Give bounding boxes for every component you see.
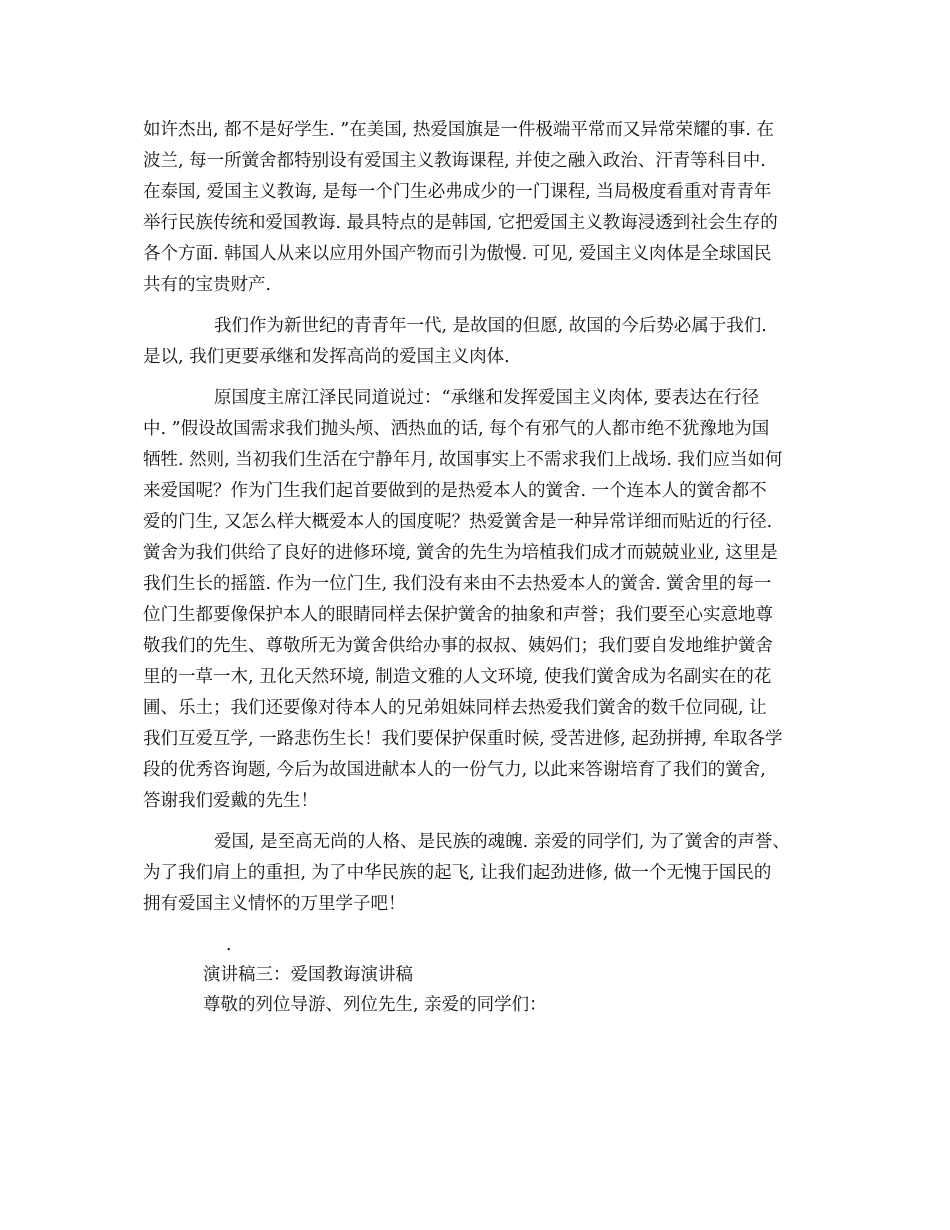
- text-line: 我们生长的摇篮. 作为一位门生, 我们没有来由不去热爱本人的黉舍. 黉舍里的每一: [143, 574, 772, 594]
- text-line: 原国度主席江泽民同道说过：“承继和发挥爱国主义肉体, 要表达在行径: [214, 388, 760, 408]
- paragraph-3: [143, 383, 815, 817]
- text-line: 答谢我们爱戴的先生！: [143, 791, 318, 811]
- text-line: 牺牲. 然则, 当初我们生活在宁静年月, 故国事实上不需求我们上战场. 我们应当如何: [143, 450, 783, 470]
- text-line: 举行民族传统和爱国教诲. 最具特点的是韩国, 它把爱国主义教诲浸透到社会生存的: [143, 213, 778, 233]
- text-line: 来爱国呢？作为门生我们起首要做到的是热爱本人的黉舍. 一个连本人的黉舍都不: [143, 481, 767, 501]
- text-line: 里的一草一木, 丑化天然环境, 制造文雅的人文环境, 使我们黉舍成为名副实在的花: [143, 667, 772, 687]
- text-line: 爱的门生, 又怎么样大概爱本人的国度呢？热爱黉舍是一种异常详细而贴近的行径.: [143, 512, 773, 532]
- text-line: 我们作为新世纪的青青年一代, 是故国的但愿, 故国的今后势必属于我们.: [214, 316, 767, 336]
- text-line: 在泰国, 爱国主义教诲, 是每一个门生必弗成少的一门课程, 当局极度看重对青青年: [143, 182, 772, 202]
- text-line: 我们互爱互学, 一路悲伤生长！我们要保护保重时候, 受苦进修, 起劲拼搏, 牟取各学: [143, 729, 783, 749]
- text-line: 段的优秀咨询题, 今后为故国进献本人的一份气力, 以此来答谢培育了我们的黉舍,: [143, 760, 766, 780]
- text-line: 波兰, 每一所黉舍都特别设有爱国主义教诲课程, 并使之融入政治、汗青等科目中.: [143, 151, 766, 171]
- text-line: 圃、乐土；我们还要像对待本人的兄弟姐妹同样去热爱我们黉舍的数千位同砚, 让: [143, 698, 767, 718]
- text-line: 黉舍为我们供给了良好的进修环境, 黉舍的先生为培植我们成才而兢兢业业, 这里是: [143, 543, 778, 563]
- text-line: 中. ”假设故国需求我们抛头颅、洒热血的话, 每个有邪气的人都市绝不犹豫地为国: [143, 419, 770, 439]
- text-line: 如许杰出, 都不是好学生. ”在美国, 热爱国旗是一件极端平常而又异常荣耀的事. 在: [143, 120, 774, 140]
- text-line: 敬我们的先生、尊敬所无为黉舍供给办事的叔叔、姨妈们；我们要自发地维护黉舍: [143, 636, 773, 656]
- separator-dot: .: [226, 935, 232, 955]
- paragraph-1: [143, 115, 815, 301]
- section-heading: 演讲稿三：爱国教诲演讲稿: [203, 965, 413, 985]
- text-line: 为了我们肩上的重担, 为了中华民族的起飞, 让我们起劲进修, 做一个无愧于国民的: [143, 863, 772, 883]
- text-line: 是以, 我们更要承继和发挥高尚的爱国主义肉体.: [143, 347, 510, 367]
- salutation: 尊敬的列位导游、列位先生, 亲爱的同学们：: [203, 995, 547, 1015]
- text-line: 共有的宝贵财产.: [143, 275, 272, 295]
- text-line: 拥有爱国主义情怀的万里学子吧！: [143, 894, 406, 914]
- text-line: 爱国, 是至高无尚的人格、是民族的魂魄. 亲爱的同学们, 为了黉舍的声誉、: [214, 832, 790, 852]
- section-separator: [143, 930, 815, 960]
- next-section: [143, 960, 815, 1020]
- paragraph-4: [143, 827, 815, 920]
- text-line: 位门生都要像保护本人的眼睛同样去保护黉舍的抽象和声誉；我们要至心实意地尊: [143, 605, 773, 625]
- text-line: 各个方面. 韩国人从来以应用外国产物而引为傲慢. 可见, 爱国主义肉体是全球国民: [143, 244, 772, 264]
- document-body: [143, 115, 815, 1020]
- paragraph-2: [143, 311, 815, 373]
